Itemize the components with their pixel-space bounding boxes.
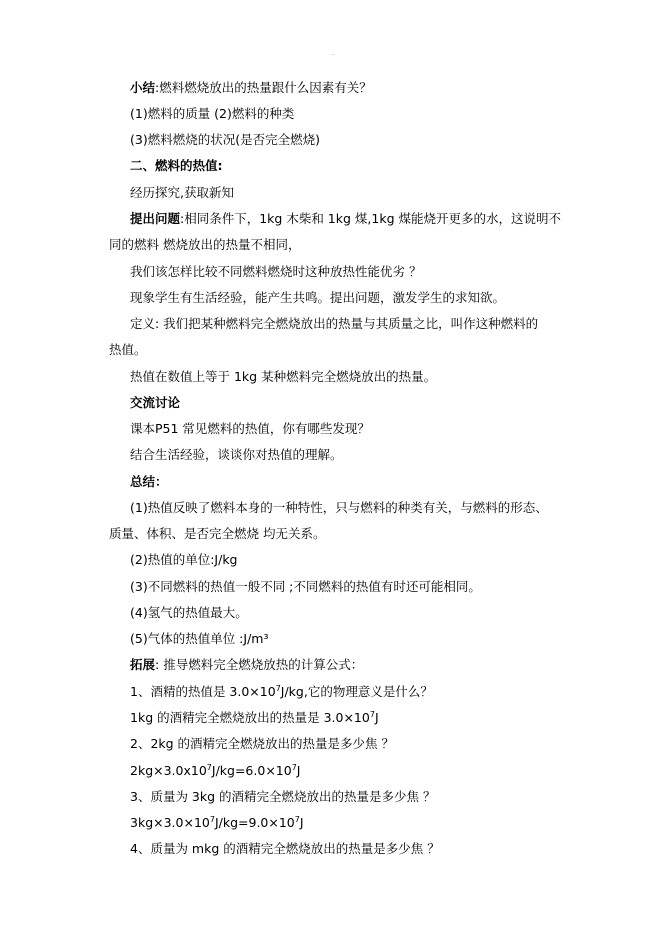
answer-2-text-a: 2kg×3.0x10 — [130, 763, 207, 778]
student-resonance: 现象学生有生活经验，能产生共鸣。提出问题，激发学生的求知欲。 — [130, 290, 506, 305]
exponent: 7 — [369, 710, 375, 719]
explore-line: 经历探究,获取新知 — [130, 185, 234, 200]
definition-continuation: 热值。 — [109, 342, 147, 357]
compare-question: 我们该怎样比较不同燃料燃烧时这种放热性能优劣 ？ — [130, 264, 422, 279]
answer-1-text-a: 1kg 的酒精完全燃烧放出的热量是 3.0×10 — [130, 710, 370, 725]
experience-line: 结合生活经验，谈谈你对热值的理解。 — [130, 447, 343, 462]
exponent: 7 — [209, 815, 215, 824]
conclusion-item-3: (3)不同燃料的热值一般不同 ;不同燃料的热值有时还可能相同。 — [130, 579, 481, 594]
answer-2 — [130, 763, 300, 779]
answer-3-text-c: J — [299, 815, 304, 830]
problem-1 — [130, 684, 433, 700]
conclusion-item-2: (2)热值的单位:J/kg — [130, 552, 238, 567]
extension-text: : 推导燃料完全燃烧放热的计算公式： — [155, 657, 364, 672]
question-continuation: 同的燃料 燃烧放出的热量不相同， — [109, 237, 301, 252]
answer-1 — [130, 710, 379, 726]
factor-combustion: (3)燃料燃烧的状况(是否完全燃烧) — [130, 132, 320, 147]
numeric-meaning: 热值在数值上等于 1kg 某种燃料完全燃烧放出的热量。 — [130, 369, 437, 384]
problem-2: 2、2kg 的酒精完全燃烧放出的热量是多少焦 ？ — [130, 736, 395, 751]
summary-question-text: :燃料燃烧放出的热量跟什么因素有关？ — [155, 80, 372, 95]
speck-mark — [331, 54, 335, 55]
conclusion-item-4: (4)氢气的热值最大。 — [130, 605, 248, 620]
exponent: 7 — [206, 763, 212, 772]
conclusion-item-5: (5)气体的热值单位 :J/m³ — [130, 631, 269, 646]
problem-1-text-a: 1、酒精的热值是 3.0×10 — [130, 684, 276, 699]
answer-3 — [130, 815, 304, 831]
question-line — [130, 211, 561, 227]
summary-label: 小结 — [130, 80, 156, 95]
problem-4: 4、质量为 mkg 的酒精完全燃烧放出的热量是多少焦 ？ — [130, 841, 440, 856]
answer-2-text-c: J — [296, 763, 301, 778]
textbook-line: 课本P51 常见燃料的热值，你有哪些发现？ — [130, 421, 370, 436]
problem-1-text-b: J/kg,它的物理意义是什么？ — [280, 684, 433, 699]
conclusion-item-1: (1)热值反映了燃料本身的一种特性，只与燃料的种类有关，与燃料的形态、 — [130, 500, 548, 515]
conclusion-heading: 总结： — [130, 474, 168, 489]
summary-question-line — [130, 80, 372, 96]
factor-mass-type: (1)燃料的质量 (2)燃料的种类 — [130, 106, 295, 121]
exponent: 7 — [294, 815, 300, 824]
answer-3-text-a: 3kg×3.0×10 — [130, 815, 210, 830]
discussion-heading: 交流讨论 — [130, 395, 181, 410]
problem-3: 3、质量为 3kg 的酒精完全燃烧放出的热量是多少焦 ？ — [130, 789, 436, 804]
question-label: 提出问题 — [130, 211, 181, 226]
answer-1-text-b: J — [374, 710, 379, 725]
answer-3-text-b: J/kg=9.0×10 — [214, 815, 295, 830]
extension-line — [130, 657, 363, 673]
extension-label: 拓展 — [130, 657, 156, 672]
conclusion-item-1-cont: 质量、体积、是否完全燃烧 均无关系。 — [109, 526, 326, 541]
exponent: 7 — [275, 684, 281, 693]
exponent: 7 — [291, 763, 297, 772]
question-text: :相同条件下，1kg 木柴和 1kg 煤,1kg 煤能烧开更多的水，这说明不 — [180, 211, 561, 226]
section-heading-heat-value: 二、燃料的热值: — [130, 158, 223, 173]
answer-2-text-b: J/kg=6.0×10 — [211, 763, 292, 778]
definition-line: 定义: 我们把某种燃料完全燃烧放出的热量与其质量之比，叫作这种燃料的 — [130, 316, 539, 331]
